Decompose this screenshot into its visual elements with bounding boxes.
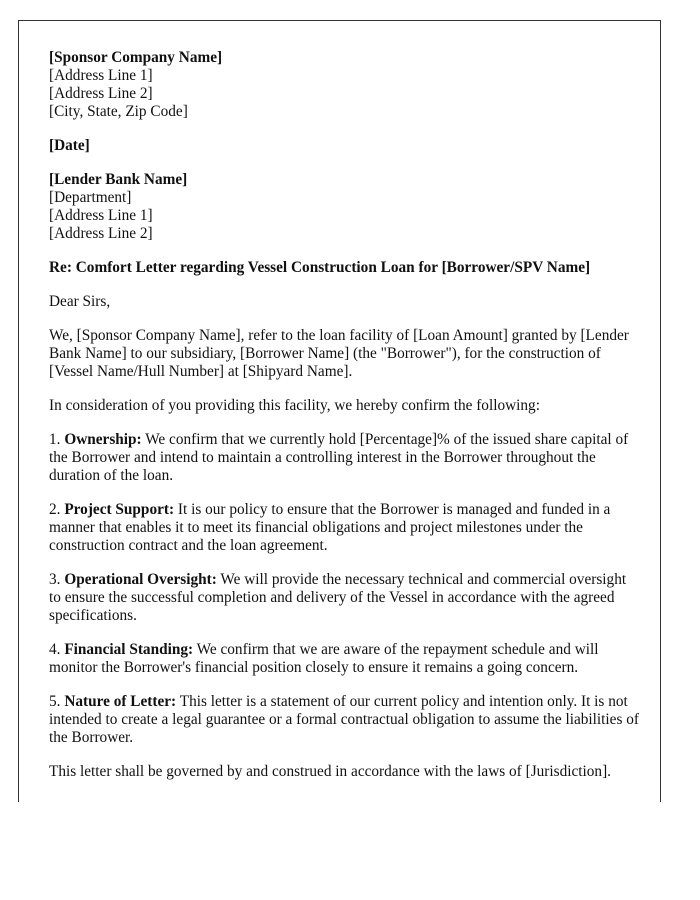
sponsor-company-name: [Sponsor Company Name] [49, 49, 223, 66]
item-text: This letter is a statement of our current policy and intention only. It is not intended to create a legal guarantee or a formal contractual obligation to assume the liabilities of the Borrower. [49, 693, 639, 746]
item-text: We confirm that we currently hold [Percentage]% of the issued share capital of the Borrower and intend to maintain a controlling interest in the Borrower throughout the duration of the loan. [49, 431, 629, 484]
lender-bank-name: [Lender Bank Name] [49, 171, 188, 188]
item-title: Ownership: [64, 431, 142, 448]
list-item-financial-standing [49, 641, 639, 677]
sponsor-address-line-2: [Address Line 2] [49, 85, 153, 102]
item-number: 5. [49, 693, 61, 710]
lender-address-block [49, 171, 639, 243]
item-text: We will provide the necessary technical and commercial oversight to ensure the successful completion and delivery of the Vessel in accordance with the agreed specifications. [49, 571, 627, 624]
item-title: Nature of Letter: [64, 693, 177, 710]
sponsor-address-block [49, 49, 639, 121]
item-title: Project Support: [64, 501, 175, 518]
lender-address-line-2: [Address Line 2] [49, 225, 153, 242]
list-item-nature-of-letter [49, 693, 639, 747]
list-item-operational-oversight [49, 571, 639, 625]
item-title: Operational Oversight: [64, 571, 217, 588]
item-number: 4. [49, 641, 61, 658]
list-item-project-support [49, 501, 639, 555]
subject-line: Re: Comfort Letter regarding Vessel Construction Loan for [Borrower/SPV Name] [49, 259, 591, 276]
governing-law-paragraph: This letter shall be governed by and construed in accordance with the laws of [Jurisdiction]. [49, 763, 611, 780]
lender-department: [Department] [49, 189, 132, 206]
sponsor-address-line-1: [Address Line 1] [49, 67, 153, 84]
intro-paragraph: We, [Sponsor Company Name], refer to the loan facility of [Loan Amount] granted by [Lender Bank Name] to our subsidiary, [Borrower Name] (the "Borrower"), for the construction of [Vessel Name/Hull Number] at [Shipyard Name]. [49, 327, 629, 380]
item-text: We confirm that we are aware of the repayment schedule and will monitor the Borrower's financial position closely to ensure it remains a going concern. [49, 641, 599, 676]
sponsor-city-state-zip: [City, State, Zip Code] [49, 103, 188, 120]
lender-address-line-1: [Address Line 1] [49, 207, 153, 224]
salutation: Dear Sirs, [49, 293, 111, 310]
item-text: It is our policy to ensure that the Borrower is managed and funded in a manner that enables it to meet its financial obligations and project milestones under the construction contract and the loan agreement. [49, 501, 611, 554]
letter-content [49, 49, 639, 781]
list-item-ownership [49, 431, 639, 485]
item-title: Financial Standing: [64, 641, 194, 658]
item-number: 1. [49, 431, 61, 448]
letter-date: [Date] [49, 137, 90, 154]
letter-page [18, 20, 661, 802]
item-number: 2. [49, 501, 61, 518]
consideration-paragraph: In consideration of you providing this facility, we hereby confirm the following: [49, 397, 540, 414]
item-number: 3. [49, 571, 61, 588]
